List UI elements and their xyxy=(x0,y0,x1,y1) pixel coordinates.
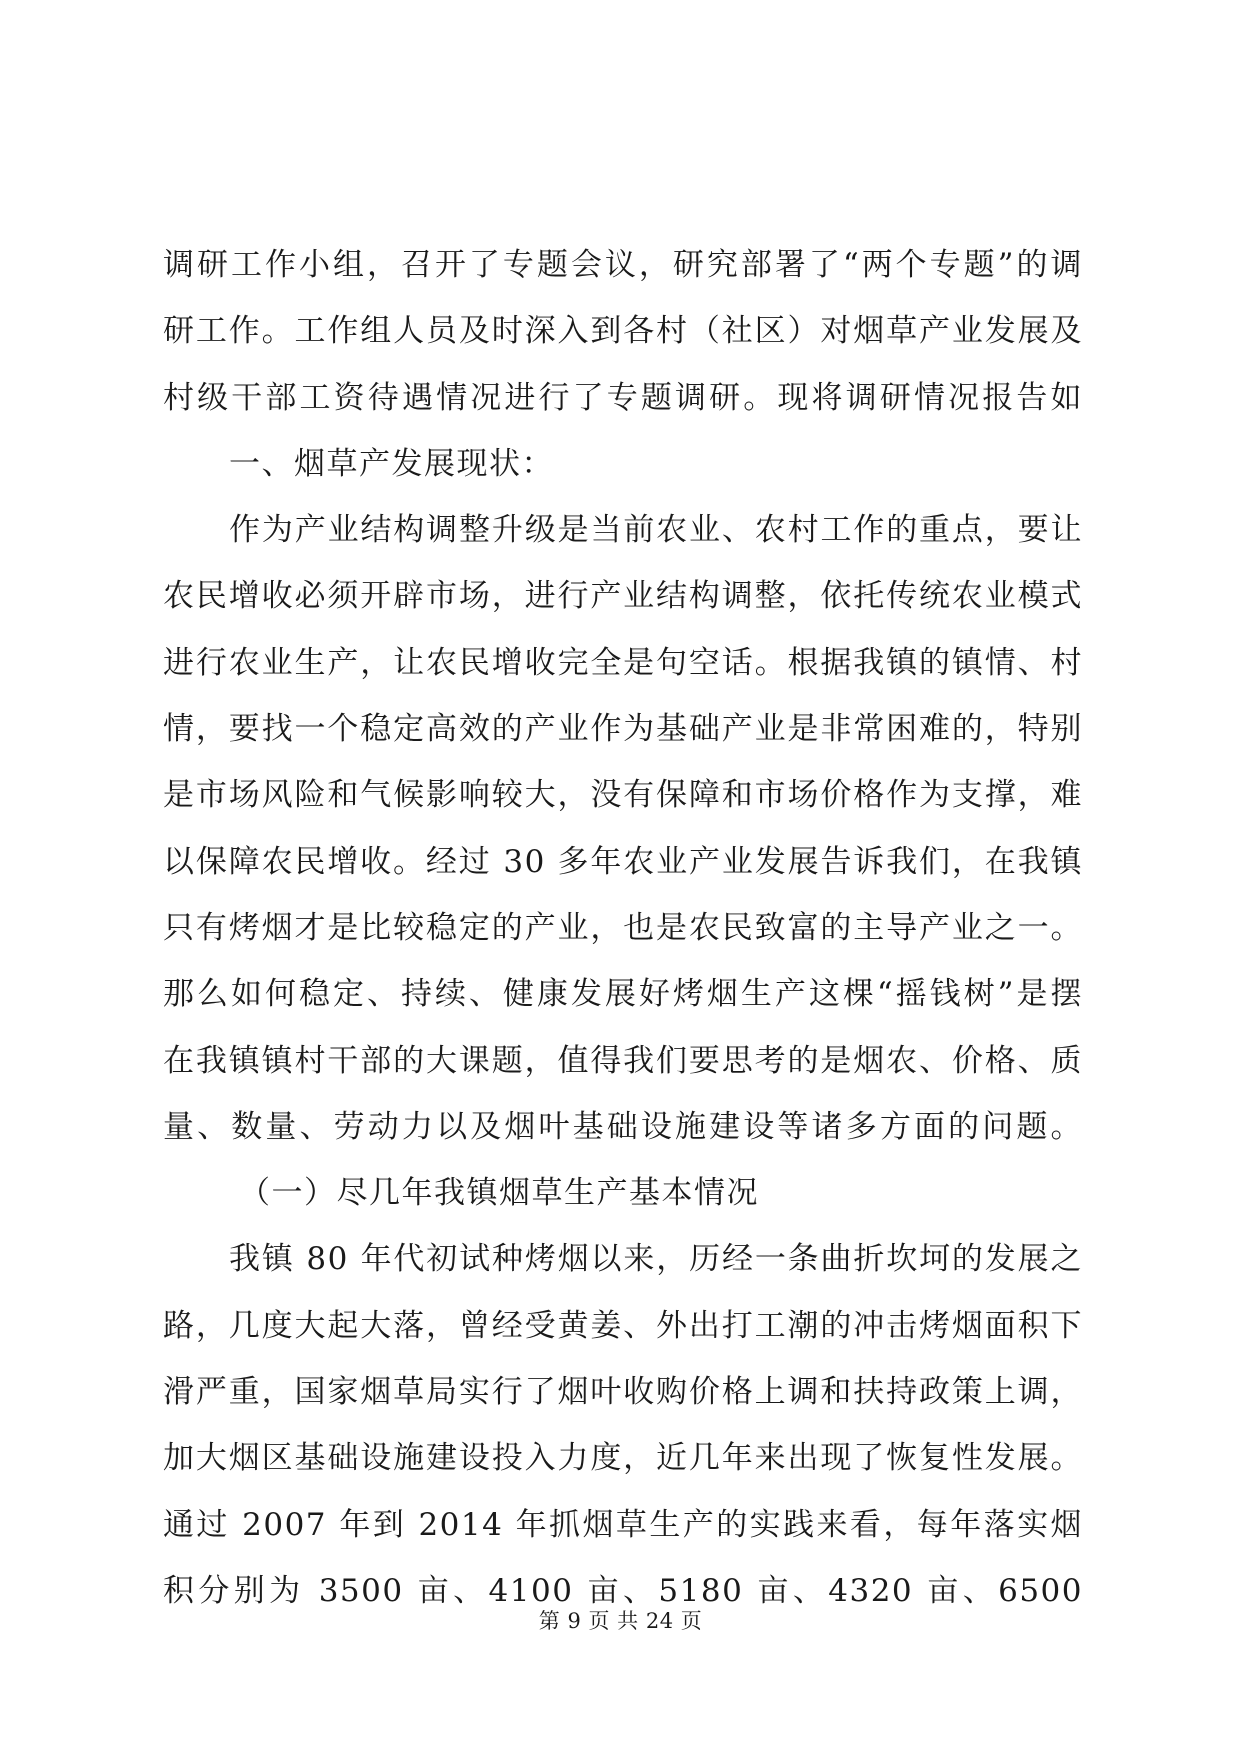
text-line: 滑严重，国家烟草局实行了烟叶收购价格上调和扶持政策上调， xyxy=(163,1374,1083,1411)
text-line: 加大烟区基础设施建设投入力度，近几年来出现了恢复性发展。 xyxy=(163,1440,1083,1477)
page-footer xyxy=(0,1605,1241,1635)
text-line: 路，几度大起大落，曾经受黄姜、外出打工潮的冲击烤烟面积下 xyxy=(163,1307,1083,1344)
page-number-label: 第 9 页 共 24 页 xyxy=(538,1609,703,1633)
text-line: 我镇 80 年代初试种烤烟以来，历经一条曲折坎坷的发展之 xyxy=(229,1241,1083,1278)
text-line: 积分别为 3500 亩、4100 亩、5180 亩、4320 亩、6500 xyxy=(163,1572,1083,1609)
text-line: 村级干部工资待遇情况进行了专题调研。现将调研情况报告如 xyxy=(163,379,1083,416)
text-line: 调研工作小组，召开了专题会议，研究部署了“两个专题”的调 xyxy=(163,247,1083,283)
text-line: 作为产业结构调整升级是当前农业、农村工作的重点，要让 xyxy=(229,512,1083,549)
text-line: 通过 2007 年到 2014 年抓烟草生产的实践来看，每年落实烟 xyxy=(163,1506,1083,1543)
text-line: 农民增收必须开辟市场，进行产业结构调整，依托传统农业模式 xyxy=(163,578,1083,615)
body-text xyxy=(163,232,1083,1624)
text-line: 那么如何稳定、持续、健康发展好烤烟生产这棵“摇钱树”是摆 xyxy=(163,976,1083,1013)
text-line: 进行农业生产，让农民增收完全是句空话。根据我镇的镇情、村 xyxy=(163,644,1083,681)
subsection-heading: （一）尽几年我镇烟草生产基本情况 xyxy=(239,1175,759,1212)
text-line: 是市场风险和气候影响较大，没有保障和市场价格作为支撑，难 xyxy=(163,777,1083,814)
text-line: 量、数量、劳动力以及烟叶基础设施建设等诸多方面的问题。 xyxy=(163,1108,1083,1145)
text-line: 只有烤烟才是比较稳定的产业，也是农民致富的主导产业之一。 xyxy=(163,909,1083,946)
text-line: 情，要找一个稳定高效的产业作为基础产业是非常困难的，特别 xyxy=(163,711,1083,748)
text-line: 研工作。工作组人员及时深入到各村（社区）对烟草产业发展及 xyxy=(163,313,1083,350)
text-line: 在我镇镇村干部的大课题，值得我们要思考的是烟农、价格、质 xyxy=(163,1042,1083,1079)
text-line: 以保障农民增收。经过 30 多年农业产业发展告诉我们，在我镇 xyxy=(163,843,1083,880)
section-heading: 一、烟草产发展现状： xyxy=(229,445,554,482)
